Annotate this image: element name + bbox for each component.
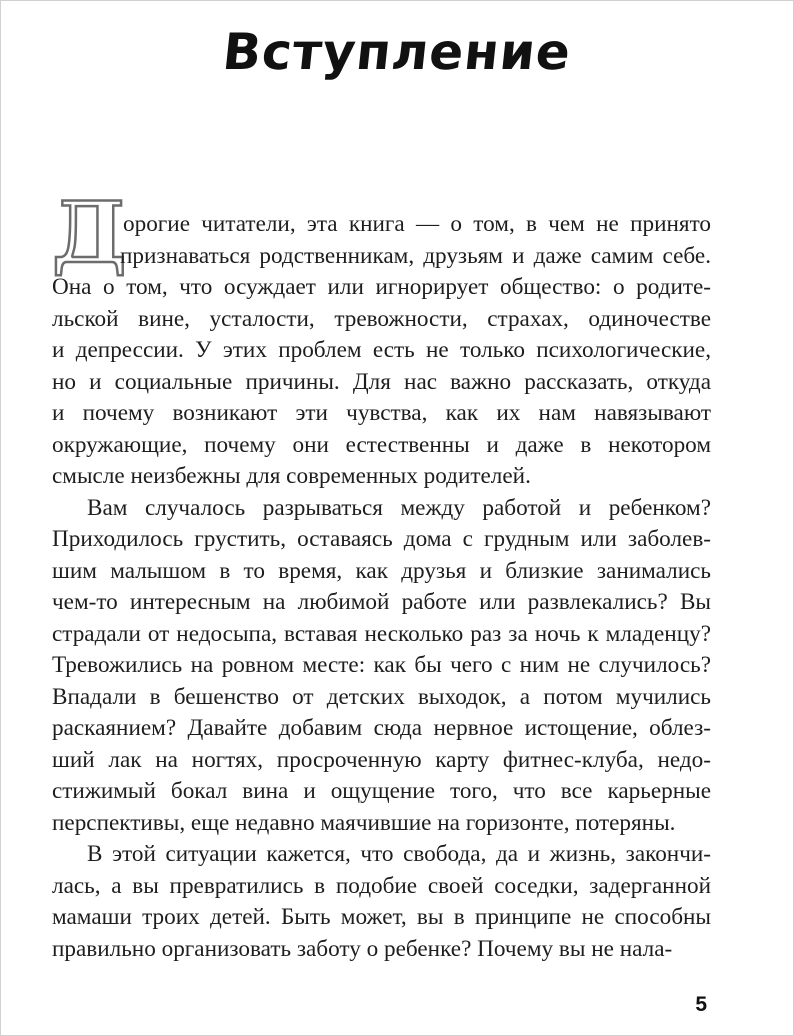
text-line: шим малышом в то время, как друзья и близкие занимались [52, 557, 711, 584]
text-line: лась, а вы превратились в подобие своей соседки, задерганной [52, 872, 711, 899]
text-line: смысле неизбежны для современных родителей. [52, 463, 531, 489]
text-line: Она о том, что осуждает или игнорирует общество: о родите- [52, 274, 711, 300]
text-line: признаваться родственникам, друзьям и даже самим себе. [120, 242, 711, 269]
text-line: мамаши троих детей. Быть может, вы в принципе не способны [52, 904, 711, 930]
page-number: 5 [695, 993, 707, 1016]
body-text [52, 209, 711, 965]
text-line: и депрессии. У этих проблем есть не только психологические, [52, 337, 711, 363]
text-line: перспективы, еще недавно маячившие на горизонте, потеряны. [52, 809, 676, 836]
text-line: Впадали в бешенство от детских выходок, а потом мучились [52, 683, 711, 710]
text-line: орогие читатели, эта книга — о том, в чем не принято [123, 211, 711, 237]
text-line: стижимый бокал вина и ощущение того, что все карьерные [52, 778, 711, 804]
text-line: Тревожились на ровном месте: как бы чего с ним не случилось? [52, 652, 711, 678]
text-line: и почему возникают эти чувства, как их нам навязывают [52, 400, 711, 426]
text-line: окружающие, почему они естественны и даже в некотором [52, 431, 711, 458]
text-line: ший лак на ногтях, просроченную карту фитнес-клуба, недо- [52, 746, 711, 773]
text-line: чем-то интересным на любимой работе или развлекались? Вы [52, 589, 711, 615]
text-line: правильно организовать заботу о ребенке? Почему вы не нала- [52, 935, 673, 962]
text-line: страдали от недосыпа, вставая несколько раз за ночь к младенцу? [52, 620, 711, 647]
chapter-title: Вступление [219, 23, 574, 81]
text-line: Вам случалось разрываться между работой и ребенком? [87, 494, 711, 521]
text-line: Приходилось грустить, оставаясь дома с грудным или заболев- [52, 526, 711, 552]
drop-cap: Д [52, 183, 127, 282]
text-line: В этой ситуации кажется, что свобода, да и жизнь, закончи- [87, 841, 711, 867]
text-line: льской вине, усталости, тревожности, страхах, одиночестве [52, 305, 711, 332]
text-line: раскаянием? Давайте добавим сюда нервное истощение, облез- [52, 715, 711, 741]
text-line: но и социальные причины. Для нас важно рассказать, откуда [52, 368, 711, 395]
